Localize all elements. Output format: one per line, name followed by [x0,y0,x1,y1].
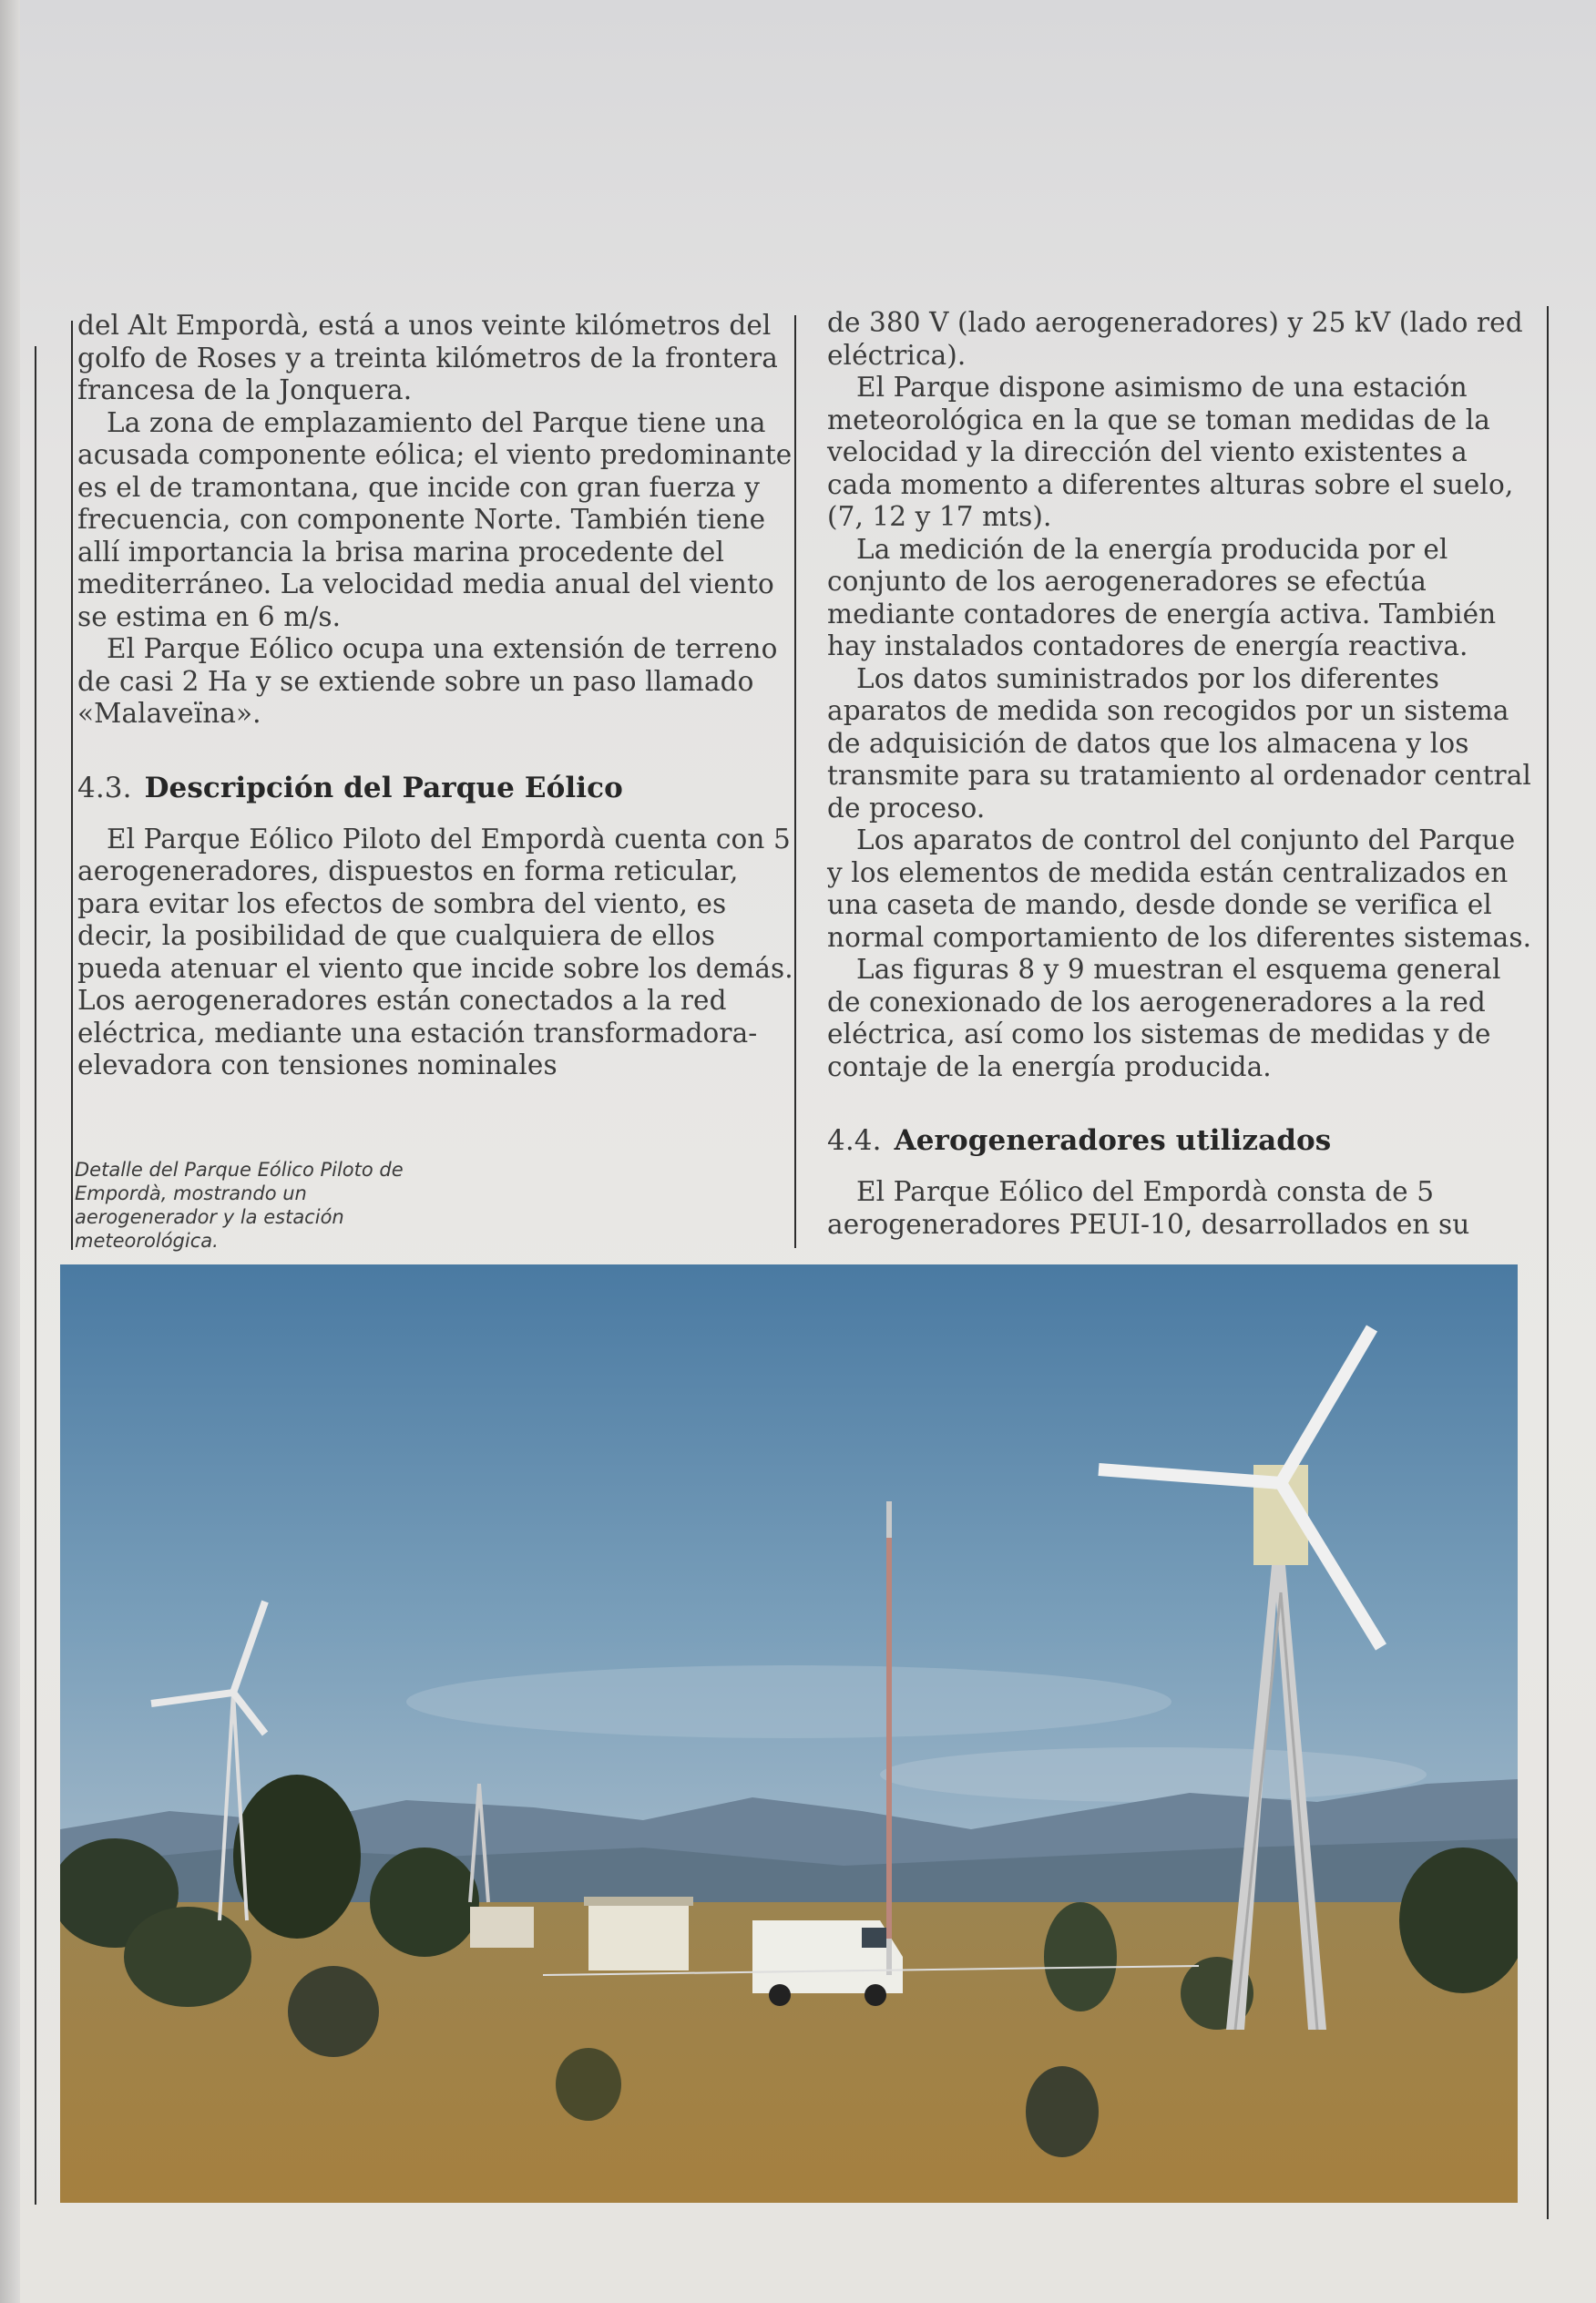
right-margin-rule [1547,306,1549,2219]
paragraph: El Parque Eólico del Empordà consta de 5 aerogeneradores PEUI-10, desarrollados en su [827,1176,1470,1240]
van-wheel [864,1984,886,2006]
shrub [288,1966,379,2057]
tree [556,2048,621,2121]
tree [233,1775,361,1939]
paragraph: El Parque dispone asimismo de una estación meteorológica en la que se toman medidas de la velocidad y la dirección del viento existentes a cada momento a diferentes alturas sobre el suelo, (7, 12 y 17 mts). [827,372,1514,532]
tree [370,1848,479,1957]
meteorological-mast-stripes [886,1538,892,1939]
section-number: 4.3. [77,771,132,804]
left-margin-rule [71,321,73,1250]
right-text-column [827,307,1538,1241]
paragraph: El Parque Eólico ocupa una extensión de terreno de casi 2 Ha y se extiende sobre un paso llamado «Malaveïna». [77,633,778,729]
paragraph: Los datos suministrados por los diferentes aparatos de medida son recogidos por un sistema de adquisición de datos que los almacena y los transmite para su tratamiento al ordenador central de proceso. [827,662,1531,824]
cloud [406,1665,1171,1738]
tree [124,1907,251,2007]
paragraph: La medición de la energía producida por el conjunto de los aerogeneradores se efectúa mediante contadores de energía activa. También hay instalados contadores de energía reactiva. [827,533,1497,661]
left-text-column [77,310,797,1082]
photo-caption: Detalle del Parque Eólico Piloto de Empordà, mostrando un aerogenerador y la estación meteorológica. [75,1159,404,1252]
page-edge-shadow [0,0,20,2303]
section-title: Descripción del Parque Eólico [144,771,623,804]
tree [1044,1902,1117,2011]
cabin [588,1902,689,1970]
wind-farm-photo [60,1264,1518,2203]
shrub [1026,2066,1099,2157]
paragraph: La zona de emplazamiento del Parque tiene una acusada componente eólica; el viento predominante es el de tramontana, que incide con gran fuerza y frecuencia, con componente Norte. También tiene allí importancia la brisa marina procedente del mediterráneo. La velocidad media anual del viento se estima en 6 m/s. [77,406,793,632]
section-heading-4-3 [77,771,797,805]
cloud [880,1747,1427,1802]
wind-farm-illustration [60,1264,1518,2203]
cabin-small [470,1907,534,1948]
van-wheel [769,1984,791,2006]
paragraph: Las figuras 8 y 9 muestran el esquema general de conexionado de los aerogeneradores a la red eléctrica, así como los sistemas de medidas y de contaje de la energía producida. [827,954,1501,1082]
section-title: Aerogeneradores utilizados [894,1124,1332,1157]
section-number: 4.4. [827,1124,882,1157]
paragraph: de 380 V (lado aerogeneradores) y 25 kV (lado red eléctrica). [827,307,1523,371]
paragraph: del Alt Empordà, está a unos veinte kilómetros del golfo de Roses y a treinta kilómetros de la frontera francesa de la Jonquera. [77,310,778,405]
cabin-roof [584,1897,693,1906]
section-heading-4-4 [827,1123,1538,1158]
paragraph: Los aparatos de control del conjunto del Parque y los elementos de medida están centralizados en una caseta de mando, desde donde se verifica el normal comportamiento de los diferentes sistemas. [827,824,1532,953]
paragraph: El Parque Eólico Piloto del Empordà cuenta con 5 aerogeneradores, dispuestos en forma reticular, para evitar los efectos de sombra del viento, es decir, la posibilidad de que cualquiera de ellos pueda atenuar el viento que incide sobre los demás. Los aerogeneradores están conectados a la red eléctrica, mediante una estación transformadora-elevadora con tensiones nominales [77,823,793,1080]
outer-left-rule [35,346,36,2205]
